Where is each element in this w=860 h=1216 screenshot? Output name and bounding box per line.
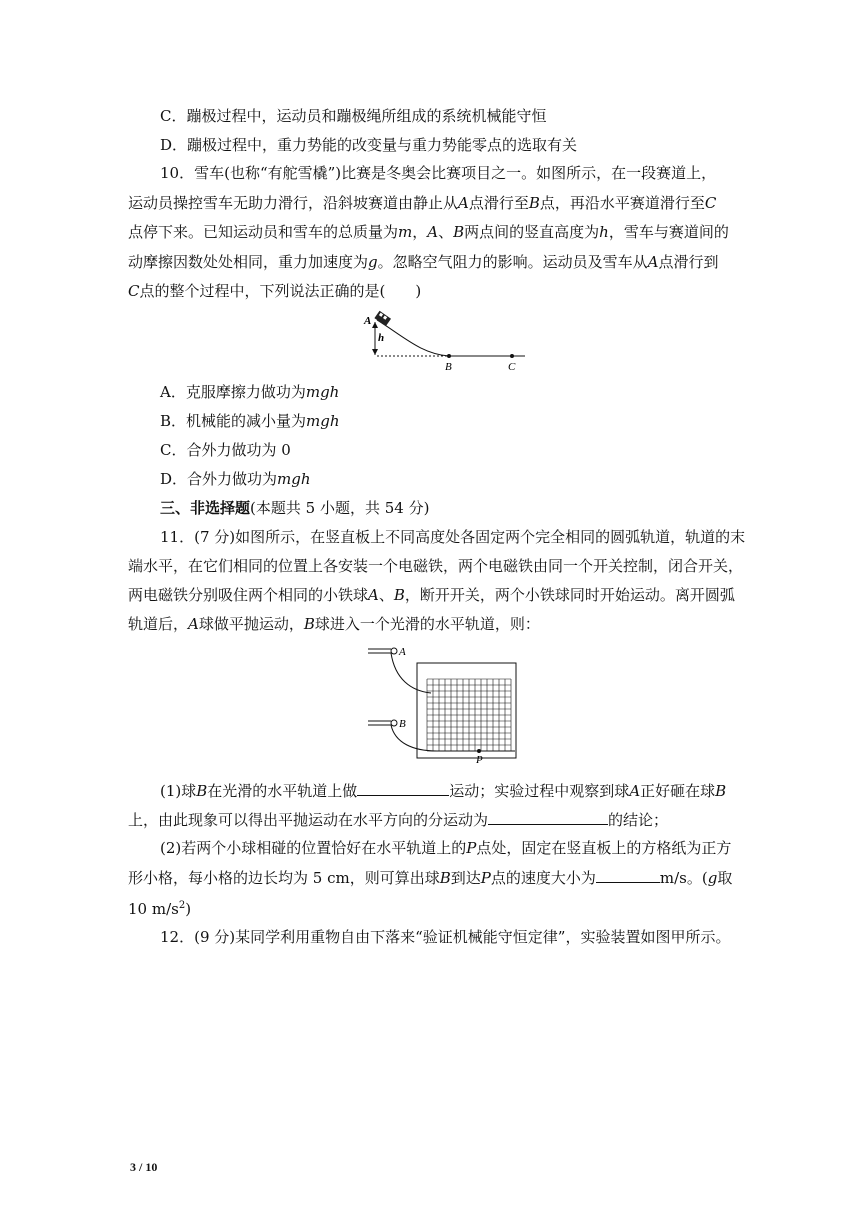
answer-blank-speed[interactable] bbox=[596, 867, 660, 883]
q10-stem-line-3: 点停下来。已知运动员和雪车的总质量为m，A、B两点间的竖直高度为h，雪车与赛道间的 bbox=[128, 223, 729, 241]
answer-blank-conclusion[interactable] bbox=[488, 809, 608, 825]
q10-slope-figure bbox=[355, 308, 535, 376]
q10-stem-line-4: 动摩擦因数处处相同，重力加速度为g。忽略空气阻力的影响。运动员及雪车从A点滑行到 bbox=[128, 253, 719, 271]
fig-label-a: A bbox=[364, 315, 372, 327]
fig-label-c: C bbox=[508, 361, 516, 373]
q10-option-a: A．克服摩擦力做功为mgh bbox=[160, 383, 340, 401]
answer-blank-motion[interactable] bbox=[357, 780, 449, 796]
q9-option-d: D．蹦极过程中，重力势能的改变量与重力势能零点的选取有关 bbox=[160, 136, 578, 154]
q11-stem-line-1: 11．(7 分)如图所示，在竖直板上不同高度处各固定两个完全相同的圆弧轨道，轨道的末 bbox=[160, 528, 746, 546]
q11-part1-line-2: 上，由此现象可以得出平抛运动在水平方向的分运动为 的结论； bbox=[128, 811, 669, 829]
q12-stem-line-1: 12．(9 分)某同学利用重物自由下落来“验证机械能守恒定律”，实验装置如图甲所示。 bbox=[160, 928, 731, 946]
q10-stem-line-1: 10．雪车(也称“有舵雪橇”)比赛是冬奥会比赛项目之一。如图所示，在一段赛道上， bbox=[160, 164, 717, 182]
q11-stem-line-3: 两电磁铁分别吸住两个相同的小铁球A、B，断开开关，两个小铁球同时开始运动。离开圆弧 bbox=[128, 586, 735, 604]
q11-track-figure bbox=[365, 643, 525, 765]
q9-option-c: C．蹦极过程中，运动员和蹦极绳所组成的系统机械能守恒 bbox=[160, 107, 547, 125]
q11-stem-line-2: 端水平，在它们相同的位置上各安装一个电磁铁，两个电磁铁由同一个开关控制，闭合开关， bbox=[128, 557, 744, 575]
q10-stem-line-5: C点的整个过程中，下列说法正确的是( ) bbox=[128, 282, 422, 300]
fig-label-p: P bbox=[476, 754, 483, 765]
sled-icon bbox=[374, 311, 391, 326]
fig-label-h: h bbox=[378, 332, 385, 344]
section-3-heading: 三、非选择题(本题共 5 小题，共 54 分) bbox=[160, 499, 430, 517]
q10-stem-line-2: 运动员操控雪车无助力滑行，沿斜坡赛道由静止从A点滑行至B点，再沿水平赛道滑行至C bbox=[128, 194, 717, 212]
q11-part2-line-3: 10 $m/s^2$) bbox=[128, 900, 192, 918]
fig-label-a: A bbox=[399, 646, 406, 658]
q11-part2-line-2: 形小格，每小格的边长均为 5 cm，则可算出球B到达P点的速度大小为 m/s。(g取 bbox=[128, 869, 733, 887]
q11-part1-line-1: (1)球B在光滑的水平轨道上做 运动；实验过程中观察到球A正好砸在球B bbox=[160, 782, 727, 800]
q10-option-d: D．合外力做功为mgh bbox=[160, 470, 311, 488]
q11-part2-line-1: (2)若两个小球相碰的位置恰好在水平轨道上的P点处，固定在竖直板上的方格纸为正方 bbox=[160, 839, 732, 857]
q10-option-b: B．机械能的减小量为mgh bbox=[160, 412, 340, 430]
fig-label-b: B bbox=[445, 361, 452, 373]
q10-option-c: C．合外力做功为 0 bbox=[160, 441, 291, 459]
square-grid bbox=[427, 679, 511, 751]
page-number: 3 / 10 bbox=[130, 1160, 158, 1174]
fig-label-b: B bbox=[399, 718, 406, 730]
q11-stem-line-4: 轨道后，A球做平抛运动，B球进入一个光滑的水平轨道，则： bbox=[128, 615, 540, 633]
